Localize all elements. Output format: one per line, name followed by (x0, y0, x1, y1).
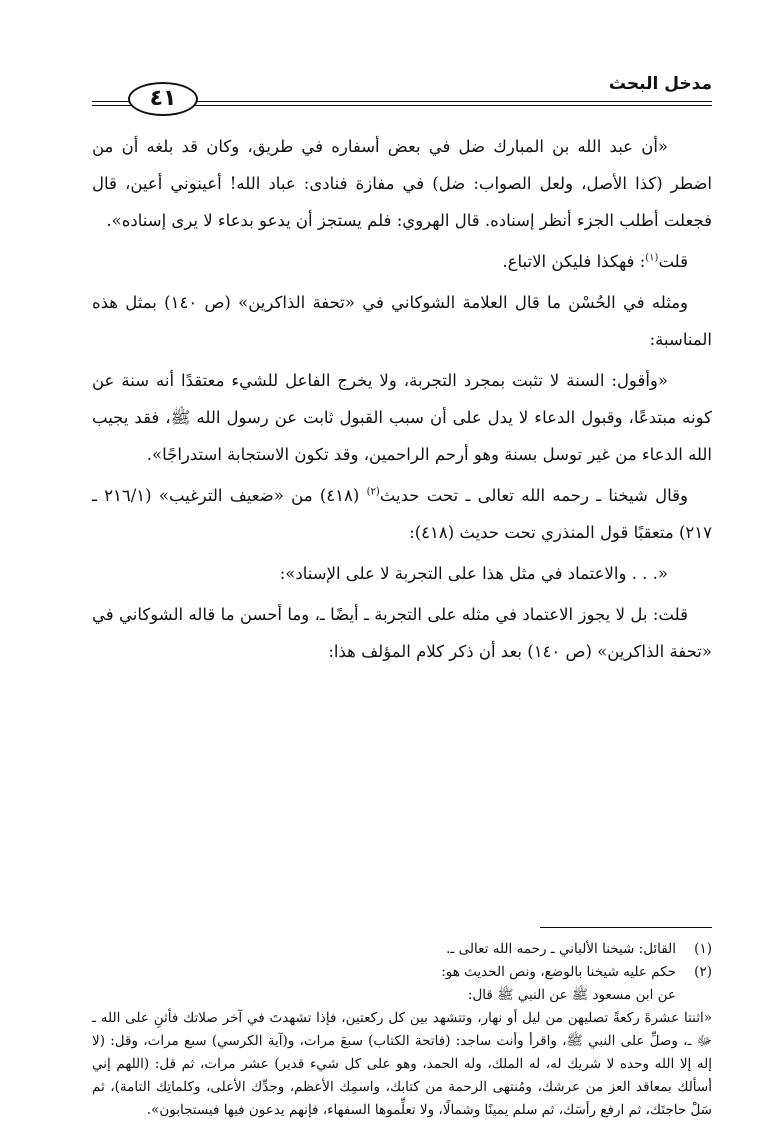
footnote-2 (92, 961, 712, 1007)
main-text (92, 128, 712, 674)
page-number: ٤١ (128, 82, 198, 116)
paragraph-qultu-1 (92, 243, 712, 280)
paragraph-quote-ibn-mubarak: «أن عبد الله بن المبارك ضل في بعض أسفاره في طريق، وكان قد بلغه أن من اضطر (كذا الأصل، ولعل الصواب: ضل) في مفازة فنادى: عباد الله! أعينوني أعين، قال فجعلت أطلب الجزء أنظر إسناده. قال الهروي: فلم يستجز أن يدعو بدعاء لا يرى إسناده». (92, 137, 712, 230)
footnote-body (92, 961, 676, 1007)
footnote-separator (540, 927, 712, 928)
paragraph-shawkani-intro: ومثله في الحُسْن ما قال العلامة الشوكاني في «تحفة الذاكرين» (ص ١٤٠) بمثل هذه المناسبة: (92, 293, 712, 349)
page-header (92, 70, 712, 112)
footnote-hadith-text: «اثنتا عشرةَ ركعةً تصليهن من ليل أو نهار، وتتشهد بين كل ركعتين، فإذا تشهدتَ في آخر صلاتك فأثنِ على الله ـ ﷻ ـ، وصلِّ على النبي ﷺ، واقرأ وأنت ساجد: (فاتحة الكتاب) سبعَ مرات، و(آية الكرسي) سبع مرات، وقل: (لا إله إلا الله وحده لا شريك له، له الملك، وله الحمد، وهو على كل شيء قدير) عشر مرات، ثم قل: (اللهم إني أسألك بمعاقد العز من عرشك، ومُنتهى الرحمة من كتابك، واسمِك الأعظم، وجدِّك الأعلى، وكلماتِك التامة)، ثم سَلْ حاجتَك، ثم ارفع رأسَك، ثم سلم يمينًا وشمالًا، ولا تعلِّموها السفهاء، فإنهم يدعون فيها فيستجابون». (92, 1010, 712, 1118)
footnote-ref-2[interactable]: (٢) (366, 486, 380, 498)
paragraph-shawkani-quote: «وأقول: السنة لا تثبت بمجرد التجربة، ولا يخرج الفاعل للشيء معتقدًا أنه سنة عن كونه مبتدعًا، وقبول الدعاء لا يدل على أن سبب القبول ثابت عن رسول الله ﷺ، فقد يجيب الله الدعاء من غير توسل بسنة وهو أرحم الراحمين، وقد تكون الاستجابة استدراجًا». (92, 371, 712, 464)
paragraph-mundhiri-quote: «. . . والاعتماد في مثل هذا على التجربة لا على الإسناد»: (279, 564, 668, 583)
footnote-narrator: عن ابن مسعود ﷺ عن النبي ﷺ قال: (467, 987, 676, 1003)
text-run: : فهكذا فليكن الاتباع. (502, 252, 646, 271)
footnote-1 (92, 938, 712, 961)
footnote-number: (١) (694, 941, 712, 957)
text-run: وقال شيخنا ـ رحمه الله تعالى ـ تحت حديث (379, 486, 688, 505)
footnotes (92, 938, 712, 1122)
footnote-number: (٢) (694, 964, 712, 980)
footnote-ref-1[interactable]: (١) (645, 252, 659, 264)
paragraph-shaykh (92, 477, 712, 551)
text-run: (٤١٨) من «ضعيف الترغيب» (٢١٦/١ ـ ٢١٧) متعقبًا قول المنذري تحت حديث (٤١٨): (92, 486, 712, 542)
footnote-text: القائل: شيخنا الألباني ـ رحمه الله تعالى ـ. (446, 941, 676, 957)
section-title: مدخل البحث (608, 74, 712, 94)
footnote-text: حكم عليه شيخنا بالوضع، ونص الحديث هو: (441, 964, 676, 980)
text-run: قلت (658, 252, 688, 271)
paragraph-qultu-2: قلت: بل لا يجوز الاعتماد في مثله على التجربة ـ أيضًا ـ، وما أحسن ما قاله الشوكاني في «تحفة الذاكرين» (ص ١٤٠) بعد أن ذكر كلام المؤلف هذا: (92, 605, 712, 661)
